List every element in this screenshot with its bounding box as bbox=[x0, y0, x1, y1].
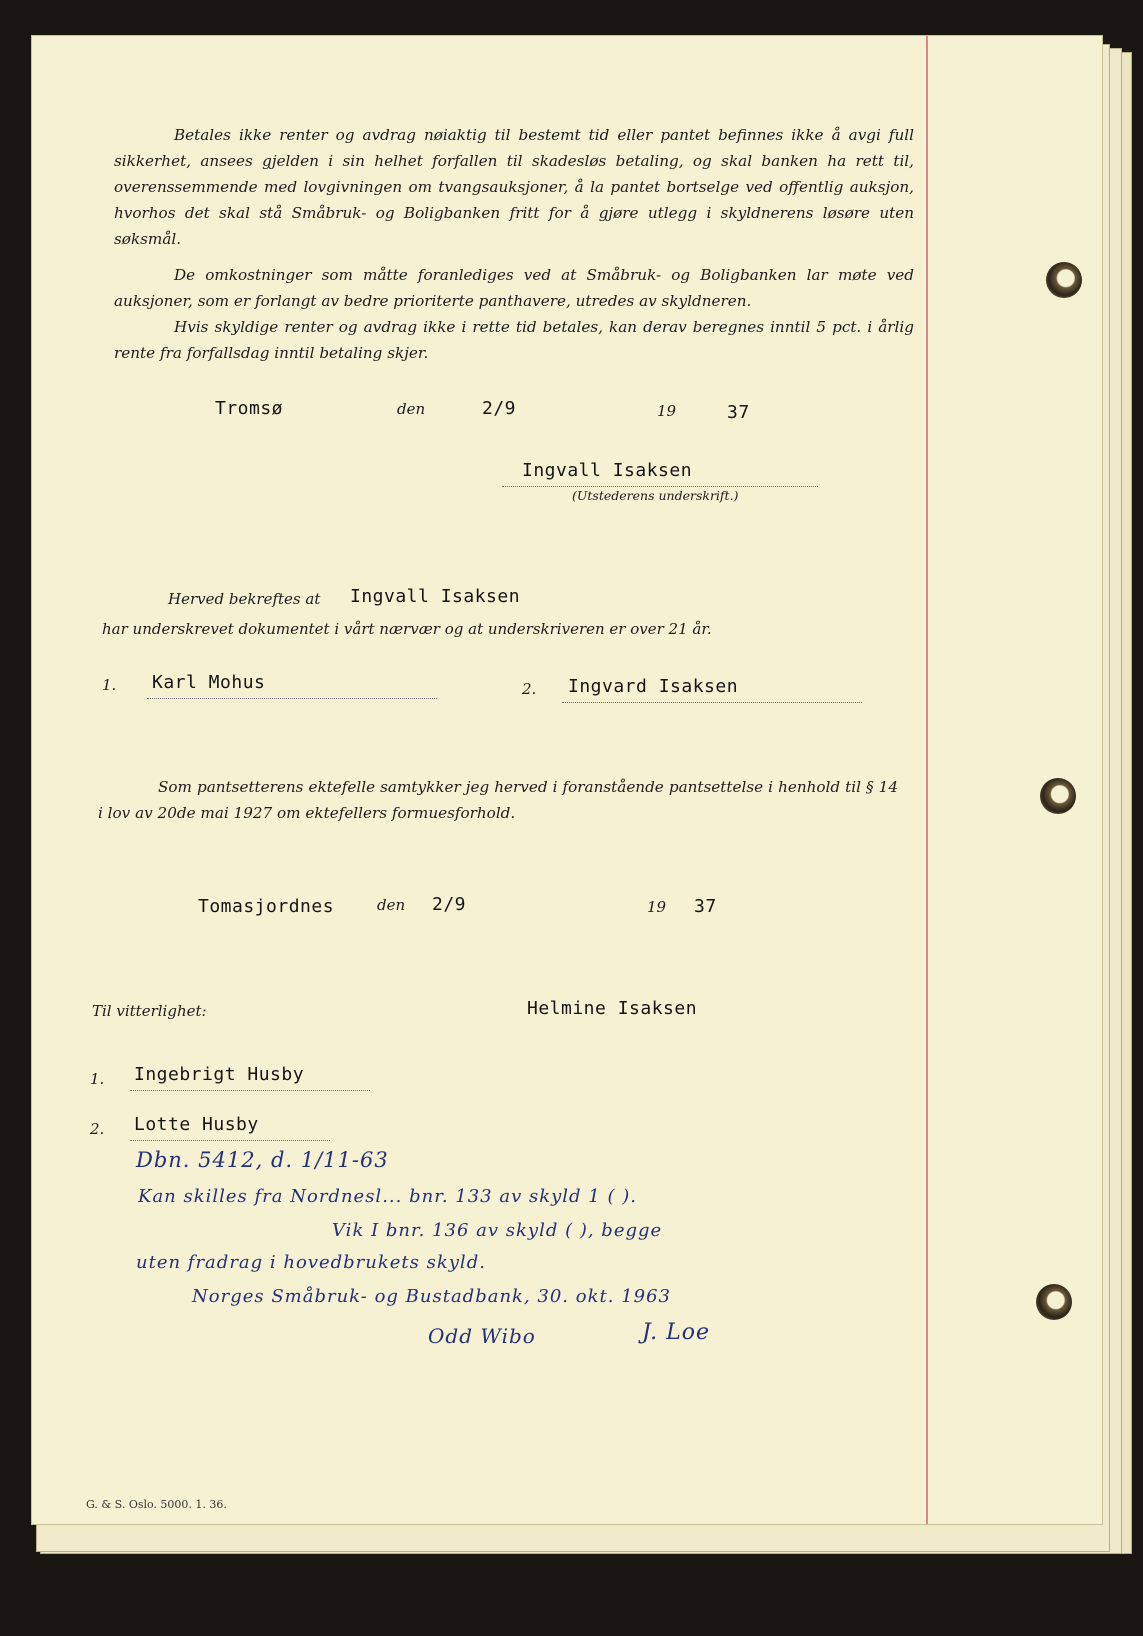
witness-name: Ingebrigt Husby bbox=[134, 1064, 305, 1085]
signing-date: 2/9 bbox=[432, 894, 467, 915]
signing-year: 37 bbox=[727, 402, 750, 423]
issuer-signature: Ingvall Isaksen bbox=[522, 460, 693, 481]
signing-year: 37 bbox=[694, 896, 717, 917]
century-label: 19 bbox=[657, 402, 677, 420]
confirmation-intro: Herved bekreftes at bbox=[168, 590, 321, 608]
witness-line bbox=[130, 1140, 330, 1141]
signing-place: Tomasjordnes bbox=[198, 896, 335, 917]
margin-line bbox=[926, 36, 928, 1524]
handwritten-signature: J. Loe bbox=[642, 1320, 710, 1345]
witness-number: 1. bbox=[90, 1070, 105, 1088]
confirmation-name: Ingvall Isaksen bbox=[350, 586, 521, 607]
vitterlighet-label: Til vitterlighet: bbox=[92, 1002, 207, 1020]
terms-paragraph-3: Hvis skyldige renter og avdrag ikke i rette tid betales, kan derav beregnes inntil 5 pct. i årlig rente fra forfallsdag inntil betaling skjer. bbox=[114, 318, 914, 362]
witness-line bbox=[147, 698, 437, 699]
document-page bbox=[31, 35, 1103, 1525]
binder-hole-icon bbox=[1040, 778, 1076, 814]
issuer-signature-caption: (Utstederens underskrift.) bbox=[572, 488, 739, 503]
signing-place: Tromsø bbox=[215, 398, 284, 419]
century-label: 19 bbox=[647, 898, 667, 916]
handwritten-note-line: Vik I bnr. 136 av skyld ( ), begge bbox=[332, 1220, 663, 1241]
witness-name: Ingvard Isaksen bbox=[568, 676, 739, 697]
witness-name: Lotte Husby bbox=[134, 1114, 259, 1135]
witness-number: 2. bbox=[90, 1120, 105, 1138]
witness-line bbox=[130, 1090, 370, 1091]
witness-name: Karl Mohus bbox=[152, 672, 266, 693]
confirmation-text: har underskrevet dokumentet i vårt nærvær og at underskriveren er over 21 år. bbox=[102, 620, 712, 638]
terms-paragraph-2: De omkostninger som måtte foranlediges ved at Småbruk- og Boligbanken lar møte ved auksjoner, som er forlangt av bedre prioriterte panthavere, utredes av skyldneren. bbox=[114, 266, 914, 310]
signing-date: 2/9 bbox=[482, 398, 517, 419]
handwritten-signature: Odd Wibo bbox=[428, 1324, 536, 1348]
witness-line bbox=[562, 702, 862, 703]
witness-number: 2. bbox=[522, 680, 537, 698]
spouse-signature: Helmine Isaksen bbox=[527, 998, 698, 1019]
binder-hole-icon bbox=[1036, 1284, 1072, 1320]
spouse-consent-text: Som pantsetterens ektefelle samtykker jeg herved i foranstående pantsettelse i henhold til § 14 i lov av 20de mai 1927 om ektefellers formuesforhold. bbox=[98, 778, 898, 822]
handwritten-note-line: Kan skilles fra Nordnesl... bnr. 133 av skyld 1 ( ). bbox=[138, 1186, 637, 1207]
handwritten-note-line: uten fradrag i hovedbrukets skyld. bbox=[136, 1252, 486, 1273]
signature-line bbox=[502, 486, 818, 487]
den-label: den bbox=[397, 400, 426, 418]
witness-number: 1. bbox=[102, 676, 117, 694]
terms-paragraph-1: Betales ikke renter og avdrag nøiaktig til bestemt tid eller pantet befinnes ikke å avgi full sikkerhet, ansees gjelden i sin helhet forfallen til skadesløs betaling, og skal banken ha rett til, overenssemmende med lovgivningen om tvangsauksjoner, å la pantet bortselge ved offentlig auksjon, hvorhos det skal stå Småbruk- og Boligbanken fritt for å gjøre utlegg i skyldnerens løsøre uten søksmål. bbox=[114, 126, 914, 248]
binder-hole-icon bbox=[1046, 262, 1082, 298]
den-label: den bbox=[377, 896, 406, 914]
handwritten-reference: Dbn. 5412, d. 1/11-63 bbox=[136, 1148, 389, 1172]
printer-imprint: G. & S. Oslo. 5000. 1. 36. bbox=[86, 1498, 227, 1511]
handwritten-note-line: Norges Småbruk- og Bustadbank, 30. okt. 1963 bbox=[192, 1286, 671, 1307]
